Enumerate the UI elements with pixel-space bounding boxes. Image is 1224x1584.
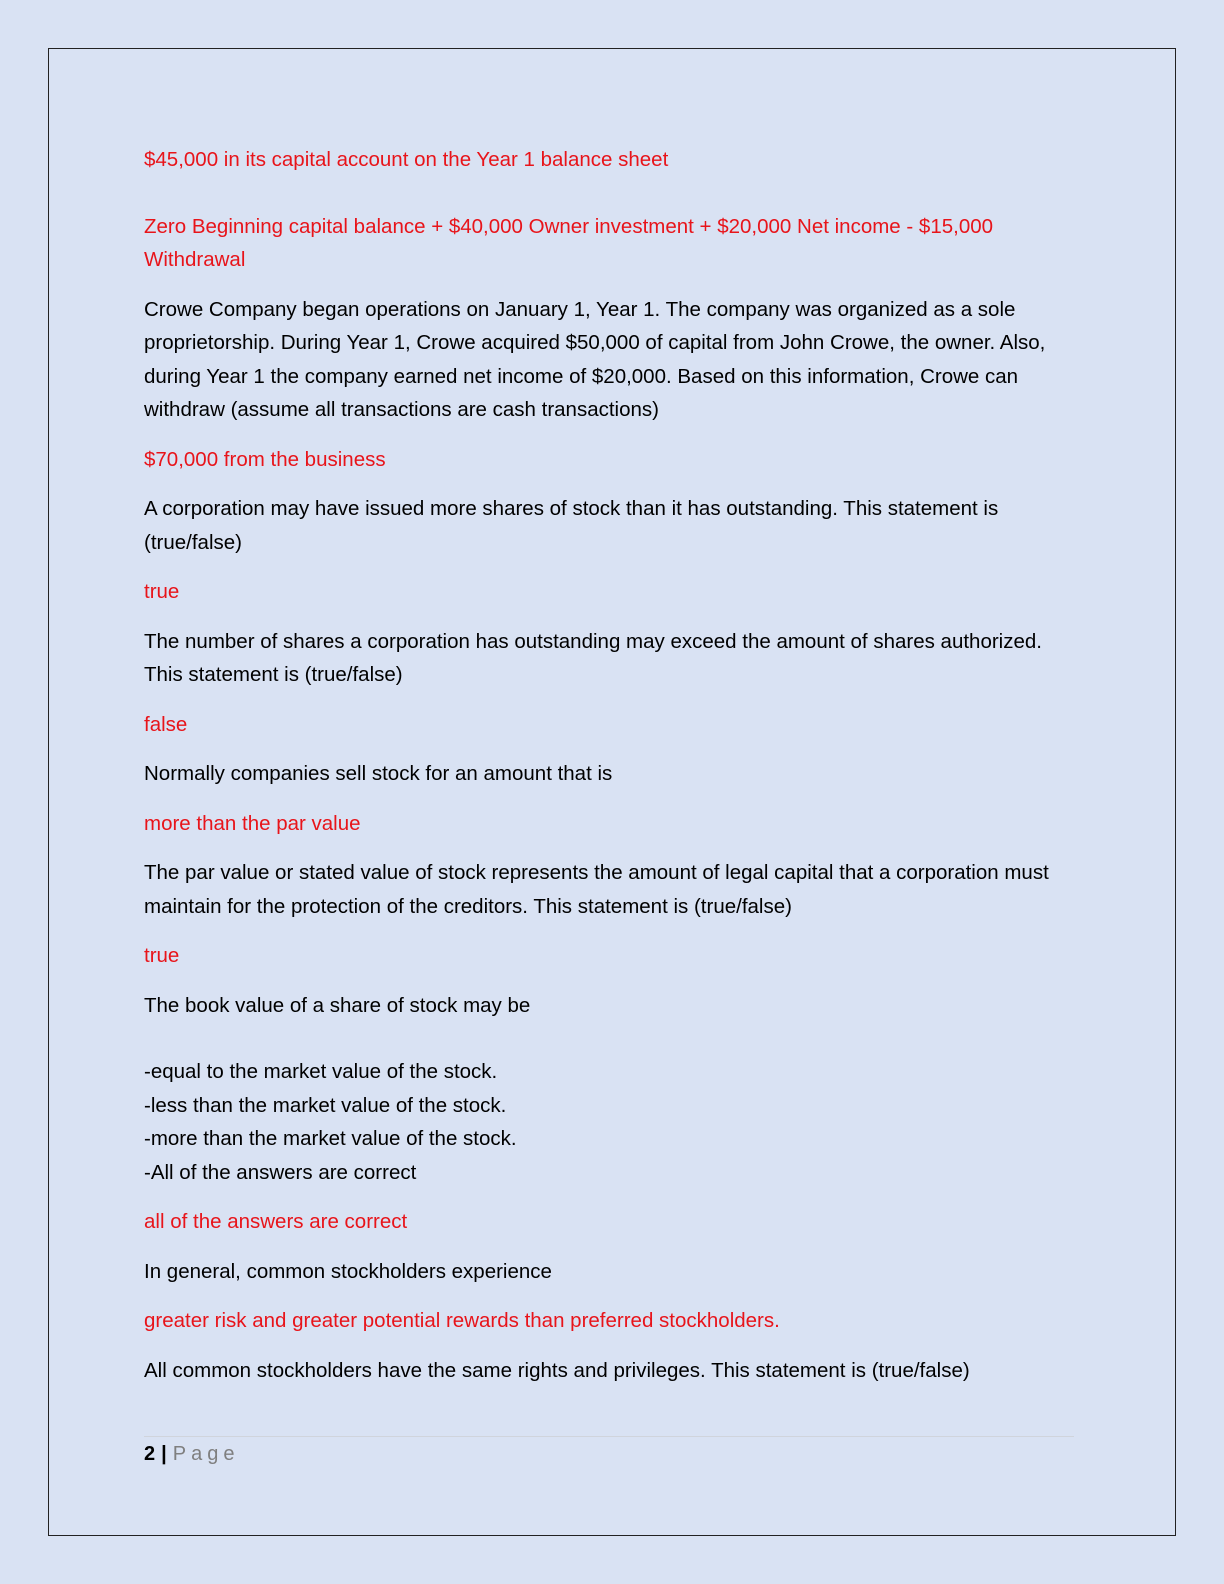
page-footer xyxy=(144,1440,239,1468)
footer-separator: | xyxy=(161,1443,167,1465)
question-common-stockholders: In general, common stockholders experience xyxy=(144,1259,552,1283)
page-number: 2 xyxy=(144,1443,156,1465)
question-book-value: The book value of a share of stock may be xyxy=(144,993,531,1017)
question-common-rights: All common stockholders have the same rights and privileges. This statement is (true/false) xyxy=(144,1358,970,1382)
question-crowe-withdraw: Crowe Company began operations on January 1, Year 1. The company was organized as a sole proprietorship. During Year 1, Crowe acquired $50,000 of capital from John Crowe, the owner. Also, during Year 1 the company earned net income of $20,000. Based on this information, Crowe can withdraw (assume all transactions are cash transactions) xyxy=(144,297,1046,421)
document-body xyxy=(144,143,1074,1403)
page-label: Page xyxy=(172,1443,240,1465)
option-equal: -equal to the market value of the stock. xyxy=(144,1060,498,1083)
option-more: -more than the market value of the stock. xyxy=(144,1127,517,1150)
answer-capital-account: $45,000 in its capital account on the Year 1 balance sheet xyxy=(144,148,669,171)
answer-crowe-withdraw: $70,000 from the business xyxy=(144,447,386,471)
option-less: -less than the market value of the stock. xyxy=(144,1093,507,1117)
answer-par-value-legal-capital: true xyxy=(144,944,180,967)
footer-divider xyxy=(144,1436,1074,1437)
answer-issued-vs-outstanding: true xyxy=(144,580,180,603)
book-value-options xyxy=(144,1055,1074,1189)
answer-capital-calculation: Zero Beginning capital balance + $40,000 Owner investment + $20,000 Net income - $15,000 Withdrawal xyxy=(144,214,994,271)
answer-outstanding-vs-authorized: false xyxy=(144,712,188,736)
answer-common-stockholders: greater risk and greater potential rewards than preferred stockholders. xyxy=(144,1309,780,1332)
option-all: -All of the answers are correct xyxy=(144,1160,417,1184)
answer-book-value: all of the answers are correct xyxy=(144,1210,408,1233)
question-par-value-legal-capital: The par value or stated value of stock represents the amount of legal capital that a corporation must maintain for the protection of the creditors. This statement is (true/false) xyxy=(144,861,1049,918)
question-sell-stock-amount: Normally companies sell stock for an amount that is xyxy=(144,762,613,785)
question-outstanding-vs-authorized: The number of shares a corporation has outstanding may exceed the amount of shares authorized. This statement is (true/false) xyxy=(144,629,1042,686)
question-issued-vs-outstanding: A corporation may have issued more shares of stock than it has outstanding. This statement is (true/false) xyxy=(144,497,999,554)
answer-sell-stock-amount: more than the par value xyxy=(144,811,361,835)
